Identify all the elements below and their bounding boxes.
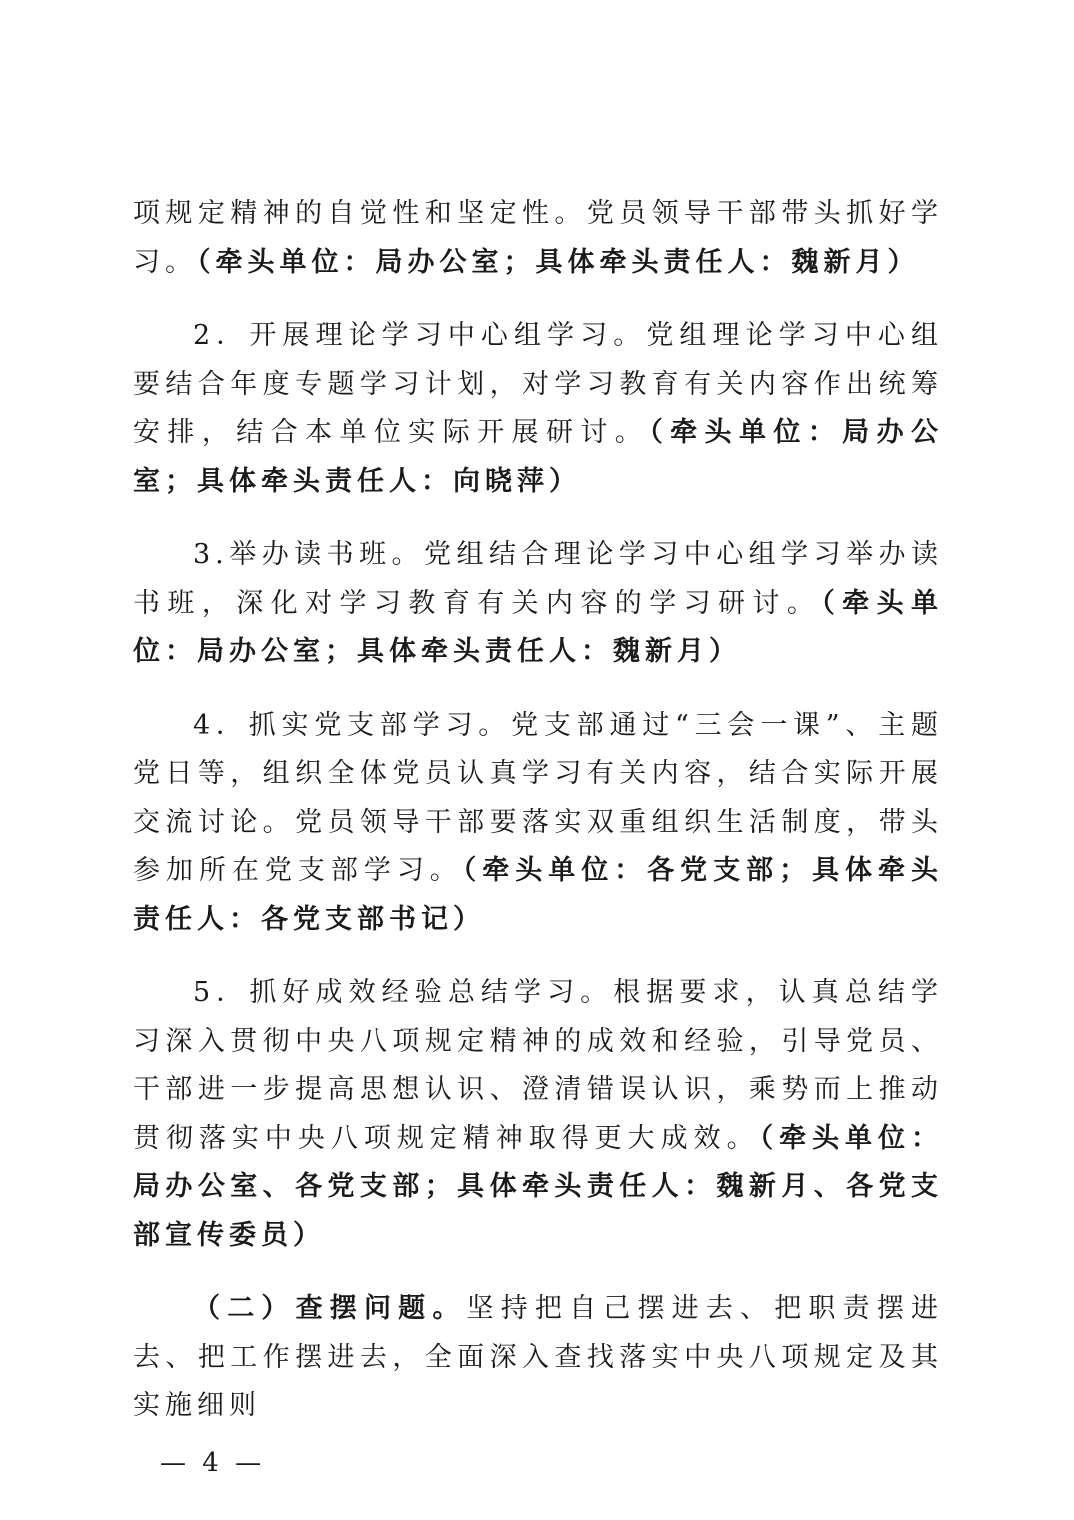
paragraph-text: 3.举办读书班。党组结合理论学习中心组学习举办读书班，深化对学习教育有关内容的学习研讨。 [133,539,943,619]
paragraph-text: 项规定精神的自觉性和坚定性。党员领导干部带头抓好学习。 [133,198,943,278]
paragraph-item-5 [133,969,943,1260]
responsibility-note: （牵头单位：局办公室；具体牵头责任人：魏新月） [197,246,920,278]
body-text [133,190,943,1431]
responsibility-note: （牵头单位：局办公室；具体牵头责任人：魏新月） [133,587,944,667]
responsibility-note: （牵头单位：各党支部；具体牵头责任人：各党支部书记） [133,855,944,935]
page-number: — 4 — [160,1448,266,1478]
responsibility-note: （牵头单位：局办公室、各党支部；具体牵头责任人：魏新月、各党支部宣传委员） [133,1122,944,1251]
paragraph-text: 5．抓好成效经验总结学习。根据要求，认真总结学习深入贯彻中央八项规定精神的成效和经验，引导党员、干部进一步提高思想认识、澄清错误认识，乘势而上推动贯彻落实中央八项规定精神取得更大成效。 [133,977,943,1154]
section-heading: （二）查摆问题。 [193,1293,467,1324]
responsibility-note: （牵头单位：局办公室；具体牵头责任人：向晓萍） [133,417,944,497]
paragraph-continuation [133,190,943,287]
section-two-paragraph [133,1285,943,1431]
paragraph-text: 坚持把自己摆进去、把职责摆进去、把工作摆进去，全面深入查找落实中央八项规定及其实施细则 [133,1293,944,1421]
paragraph-item-4 [133,702,943,945]
paragraph-item-2 [133,312,943,506]
paragraph-text: 2．开展理论学习中心组学习。党组理论学习中心组要结合年度专题学习计划，对学习教育有关内容作出统筹安排，结合本单位实际开展研讨。 [133,320,943,448]
paragraph-text: 4．抓实党支部学习。党支部通过“三会一课”、主题党日等，组织全体党员认真学习有关内容，结合实际开展交流讨论。党员领导干部要落实双重组织生活制度，带头参加所在党支部学习。 [133,709,943,886]
paragraph-item-3 [133,531,943,677]
